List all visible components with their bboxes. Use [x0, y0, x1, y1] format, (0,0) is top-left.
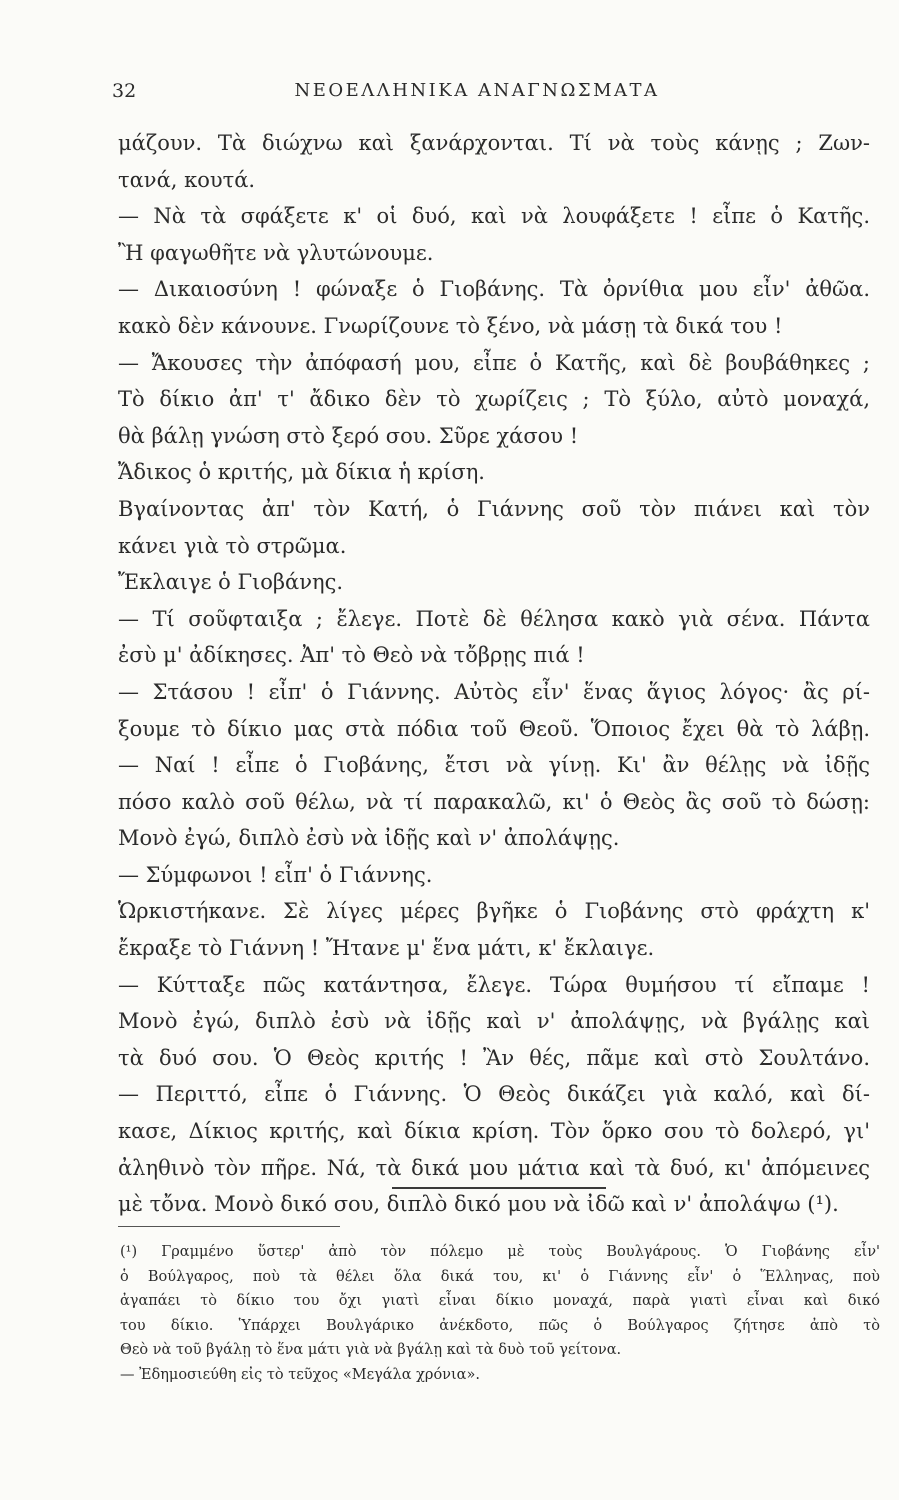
- footnote-rule: [118, 1226, 340, 1227]
- text-line: — Κύτταξε πῶς κατάντησα, ἔλεγε. Τώρα θυμήσου τί εἴπαμε !: [118, 972, 870, 997]
- page-number: 32: [112, 80, 137, 102]
- footnote-line: (¹) Γραμμένο ὕστερ' ἀπὸ τὸν πόλεμο μὲ τοὺς Βουλγάρους. Ὁ Γιοβάνης εἶν': [120, 1244, 880, 1260]
- text-line: — Νὰ τὰ σφάξετε κ' οἱ δυό, καὶ νὰ λουφάξετε ! εἶπε ὁ Κατῆς.: [118, 204, 870, 229]
- text-line: — Δικαιοσύνη ! φώναξε ὁ Γιοβάνης. Τὰ ὀρνίθια μου εἶν' ἀθῶα.: [118, 277, 870, 302]
- text-line: κακὸ δὲν κάνουνε. Γνωρίζουνε τὸ ξένο, νὰ μάσῃ τὰ δικά του !: [118, 313, 783, 338]
- footnotes: [120, 1240, 880, 1387]
- text-line: κάνει γιὰ τὸ στρῶμα.: [118, 533, 347, 558]
- footnote-line: — Ἐδημοσιεύθη εἰς τὸ τεῦχος «Μεγάλα χρόνια».: [120, 1366, 480, 1383]
- text-line: ἀληθινὸ τὸν πῆρε. Νά, τὰ δικά μου μάτια καὶ τὰ δυό, κι' ἀπόμεινες: [118, 1155, 870, 1180]
- text-line: Ἄδικος ὁ κριτής, μὰ δίκια ἡ κρίση.: [118, 460, 485, 485]
- text-line: τὰ δυό σου. Ὁ Θεὸς κριτής ! Ἂν θές, πᾶμε καὶ στὸ Σουλτάνο.: [118, 1045, 870, 1070]
- text-line: Τὸ δίκιο ἀπ' τ' ἄδικο δὲν τὸ χωρίζεις ; Τὸ ξύλο, αὐτὸ μοναχά,: [118, 387, 870, 412]
- running-title: ΝΕΟΕΛΛΗΝΙΚΑ ΑΝΑΓΝΩΣΜΑΤΑ: [294, 80, 660, 101]
- page-header: [112, 80, 842, 110]
- text-line: Μονὸ ἐγώ, διπλὸ ἐσὺ νὰ ἰδῇς καὶ ν' ἀπολάψῃς.: [118, 826, 620, 851]
- text-line: τανά, κουτά.: [118, 167, 256, 192]
- text-line: — Τί σοῦφταιξα ; ἔλεγε. Ποτὲ δὲ θέλησα κακὸ γιὰ σένα. Πάντα: [118, 606, 870, 631]
- footnote-line: Θεὸ νὰ τοῦ βγάλῃ τὸ ἕνα μάτι γιὰ νὰ βγάλῃ καὶ τὰ δυὸ τοῦ γείτονα.: [120, 1342, 622, 1358]
- footnote-line: ὁ Βούλγαρος, ποὺ τὰ θέλει ὅλα δικά του, κι' ὁ Γιάννης εἶν' ὁ Ἕλληνας, ποὺ: [120, 1268, 880, 1285]
- text-line: ξουμε τὸ δίκιο μας στὰ πόδια τοῦ Θεοῦ. Ὅποιος ἔχει θὰ τὸ λάβῃ.: [118, 716, 870, 741]
- text-line: — Στάσου ! εἶπ' ὁ Γιάννης. Αὐτὸς εἶν' ἕνας ἅγιος λόγος· ἂς ρί-: [118, 679, 870, 704]
- text-line: — Περιττό, εἶπε ὁ Γιάννης. Ὁ Θεὸς δικάζει γιὰ καλό, καὶ δί-: [118, 1082, 870, 1107]
- text-line: πόσο καλὸ σοῦ θέλω, νὰ τί παρακαλῶ, κι' ὁ Θεὸς ἂς σοῦ τὸ δώσῃ:: [118, 789, 870, 814]
- text-line: κασε, Δίκιος κριτής, καὶ δίκια κρίση. Τὸν ὅρκο σου τὸ δολερό, γι': [118, 1119, 870, 1144]
- text-line: Ἔκλαιγε ὁ Γιοβάνης.: [118, 570, 344, 595]
- text-line: — Ἄκουσες τὴν ἀπόφασή μου, εἶπε ὁ Κατῆς, καὶ δὲ βουβάθηκες ;: [118, 350, 870, 375]
- section-end-rule: [392, 1187, 606, 1189]
- text-line: Βγαίνοντας ἀπ' τὸν Κατή, ὁ Γιάννης σοῦ τὸν πιάνει καὶ τὸν: [118, 496, 870, 521]
- footnote-line: ἀγαπάει τὸ δίκιο του ὄχι γιατὶ εἶναι δίκιο μοναχά, παρὰ γιατὶ εἶναι καὶ δικό: [120, 1293, 880, 1309]
- text-line: ἔκραξε τὸ Γιάννη ! Ἤτανε μ' ἕνα μάτι, κ' ἔκλαιγε.: [118, 936, 655, 961]
- footnote-line: του δίκιο. Ὑπάρχει Βουλγάρικο ἀνέκδοτο, πῶς ὁ Βούλγαρος ζήτησε ἀπὸ τὸ: [120, 1317, 880, 1334]
- text-line: Ὡρκιστήκανε. Σὲ λίγες μέρες βγῆκε ὁ Γιοβάνης στὸ φράχτη κ': [118, 899, 870, 924]
- text-line: μὲ τὄνα. Μονὸ δικό σου, διπλὸ δικό μου νὰ ἰδῶ καὶ ν' ἀπολάψω (¹).: [118, 1192, 839, 1217]
- text-line: μάζουν. Τὰ διώχνω καὶ ξανάρχονται. Τί νὰ τοὺς κάνῃς ; Ζων-: [118, 131, 870, 155]
- text-line: Ἢ φαγωθῆτε νὰ γλυτώνουμε.: [118, 240, 434, 265]
- text-line: — Ναί ! εἶπε ὁ Γιοβάνης, ἔτσι νὰ γίνῃ. Κι' ἂν θέλῃς νὰ ἰδῇς: [118, 753, 870, 778]
- text-line: ἐσὺ μ' ἀδίκησες. Ἀπ' τὸ Θεὸ νὰ τὄβρῃς πιά !: [118, 643, 585, 668]
- text-line: θὰ βάλῃ γνώση στὸ ξερό σου. Σῦρε χάσου !: [118, 423, 579, 448]
- main-text: [118, 125, 870, 1223]
- text-line: Μονὸ ἐγώ, διπλὸ ἐσὺ νὰ ἰδῇς καὶ ν' ἀπολάψῃς, νὰ βγάλῃς καὶ: [118, 1009, 870, 1034]
- text-line: — Σύμφωνοι ! εἶπ' ὁ Γιάννης.: [118, 862, 433, 887]
